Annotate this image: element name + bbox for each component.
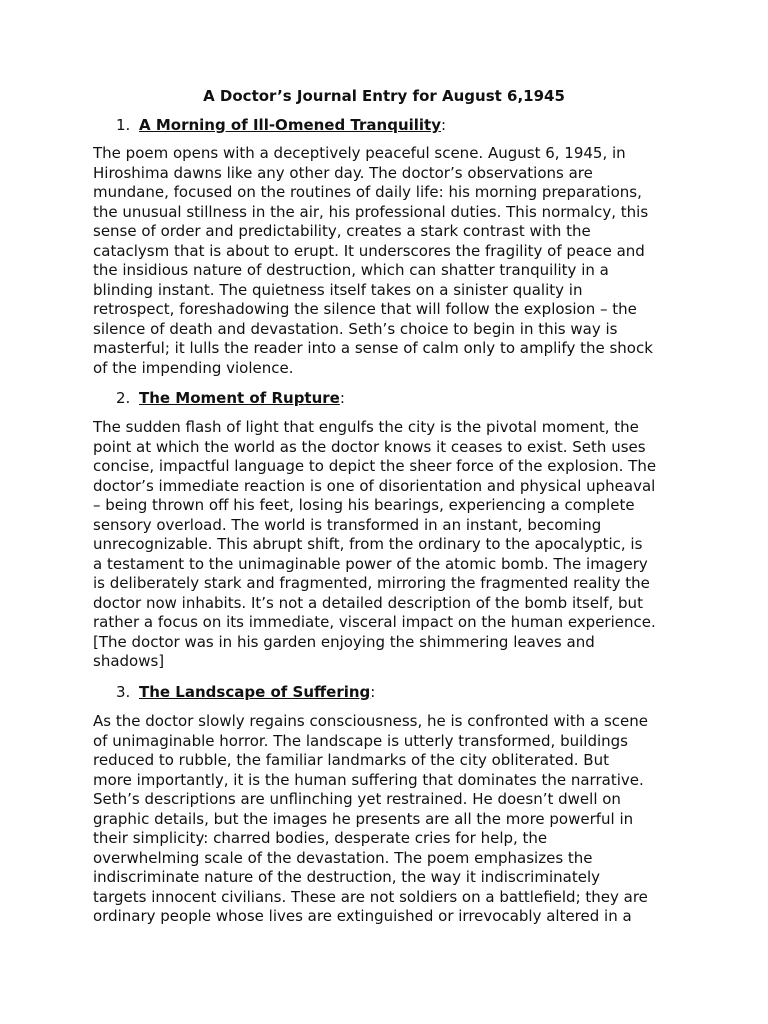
paragraph-line: reduced to rubble, the familiar landmarks of the city obliterated. But (93, 751, 609, 769)
paragraph-line: point at which the world as the doctor knows it ceases to exist. Seth uses (93, 437, 646, 456)
paragraph-line: Seth’s descriptions are unflinching yet restrained. He doesn’t dwell on (93, 790, 621, 808)
section-heading-text: The Landscape of Suffering (139, 683, 371, 701)
paragraph-line: of unimaginable horror. The landscape is utterly transformed, buildings (93, 731, 628, 750)
paragraph-line: shadows] (93, 652, 165, 670)
paragraph-line: graphic details, but the images he presents are all the more powerful in (93, 809, 634, 828)
paragraph-line: of the impending violence. (93, 358, 294, 377)
paragraph-line: ordinary people whose lives are extinguished or irrevocably altered in a (93, 907, 632, 925)
paragraph-line: the insidious nature of destruction, which can shatter tranquility in a (93, 261, 609, 279)
paragraph-line: targets innocent civilians. These are not soldiers on a battlefield; they are (93, 887, 648, 906)
section-heading-1 (116, 115, 446, 135)
paragraph-line: overwhelming scale of the devastation. The poem emphasizes the (93, 848, 593, 867)
paragraph-line: retrospect, foreshadowing the silence that will follow the explosion – the (93, 300, 637, 318)
section-number: 1. (116, 116, 131, 134)
paragraph-line: The sudden flash of light that engulfs the city is the pivotal moment, the (93, 418, 639, 436)
heading-colon: : (339, 389, 345, 407)
paragraph-line: rather a focus on its immediate, visceral impact on the human experience. (93, 613, 656, 631)
paragraph-line: The poem opens with a deceptively peaceful scene. August 6, 1945, in (93, 144, 626, 162)
paragraph-line: doctor now inhabits. It’s not a detailed description of the bomb itself, but (93, 593, 643, 612)
paragraph-line: sense of order and predictability, creates a stark contrast with the (93, 222, 591, 240)
paragraph-line: their simplicity: charred bodies, desperate cries for help, the (93, 829, 548, 847)
section-paragraph-2 (93, 418, 676, 672)
paragraph-line: unrecognizable. This abrupt shift, from the ordinary to the apocalyptic, is (93, 535, 643, 553)
paragraph-line: – being thrown off his feet, losing his bearings, experiencing a complete (93, 496, 635, 514)
paragraph-line: is deliberately stark and fragmented, mirroring the fragmented reality the (93, 574, 650, 592)
paragraph-line: doctor’s immediate reaction is one of disorientation and physical upheaval (93, 476, 656, 495)
paragraph-line: masterful; it lulls the reader into a sense of calm only to amplify the shock (93, 339, 653, 357)
section-heading-3 (116, 682, 375, 702)
paragraph-line: the unusual stillness in the air, his professional duties. This normalcy, this (93, 202, 649, 221)
section-number: 2. (116, 389, 131, 407)
paragraph-line: sensory overload. The world is transformed in an instant, becoming (93, 515, 602, 534)
document-title: A Doctor’s Journal Entry for August 6,1945 (203, 87, 565, 105)
paragraph-line: Hiroshima dawns like any other day. The doctor’s observations are (93, 163, 593, 182)
paragraph-line: blinding instant. The quietness itself takes on a sinister quality in (93, 280, 583, 299)
section-heading-text: The Moment of Rupture (139, 389, 340, 407)
paragraph-line: mundane, focused on the routines of daily life: his morning preparations, (93, 183, 642, 201)
section-number: 3. (116, 683, 131, 701)
section-heading-2 (116, 388, 345, 408)
heading-colon: : (441, 116, 447, 134)
section-heading-text: A Morning of Ill-Omened Tranquility (139, 116, 441, 134)
paragraph-line: As the doctor slowly regains consciousness, he is confronted with a scene (93, 712, 648, 730)
paragraph-line: more importantly, it is the human suffering that dominates the narrative. (93, 770, 644, 789)
paragraph-line: indiscriminate nature of the destruction, the way it indiscriminately (93, 868, 600, 886)
paragraph-line: [The doctor was in his garden enjoying the shimmering leaves and (93, 632, 595, 651)
section-paragraph-3 (93, 712, 676, 927)
paragraph-line: a testament to the unimaginable power of the atomic bomb. The imagery (93, 554, 648, 573)
section-paragraph-1 (93, 144, 676, 378)
paragraph-line: cataclysm that is about to erupt. It underscores the fragility of peace and (93, 241, 645, 260)
paragraph-line: silence of death and devastation. Seth’s choice to begin in this way is (93, 319, 618, 338)
heading-colon: : (370, 683, 376, 701)
paragraph-line: concise, impactful language to depict the sheer force of the explosion. The (93, 457, 657, 475)
